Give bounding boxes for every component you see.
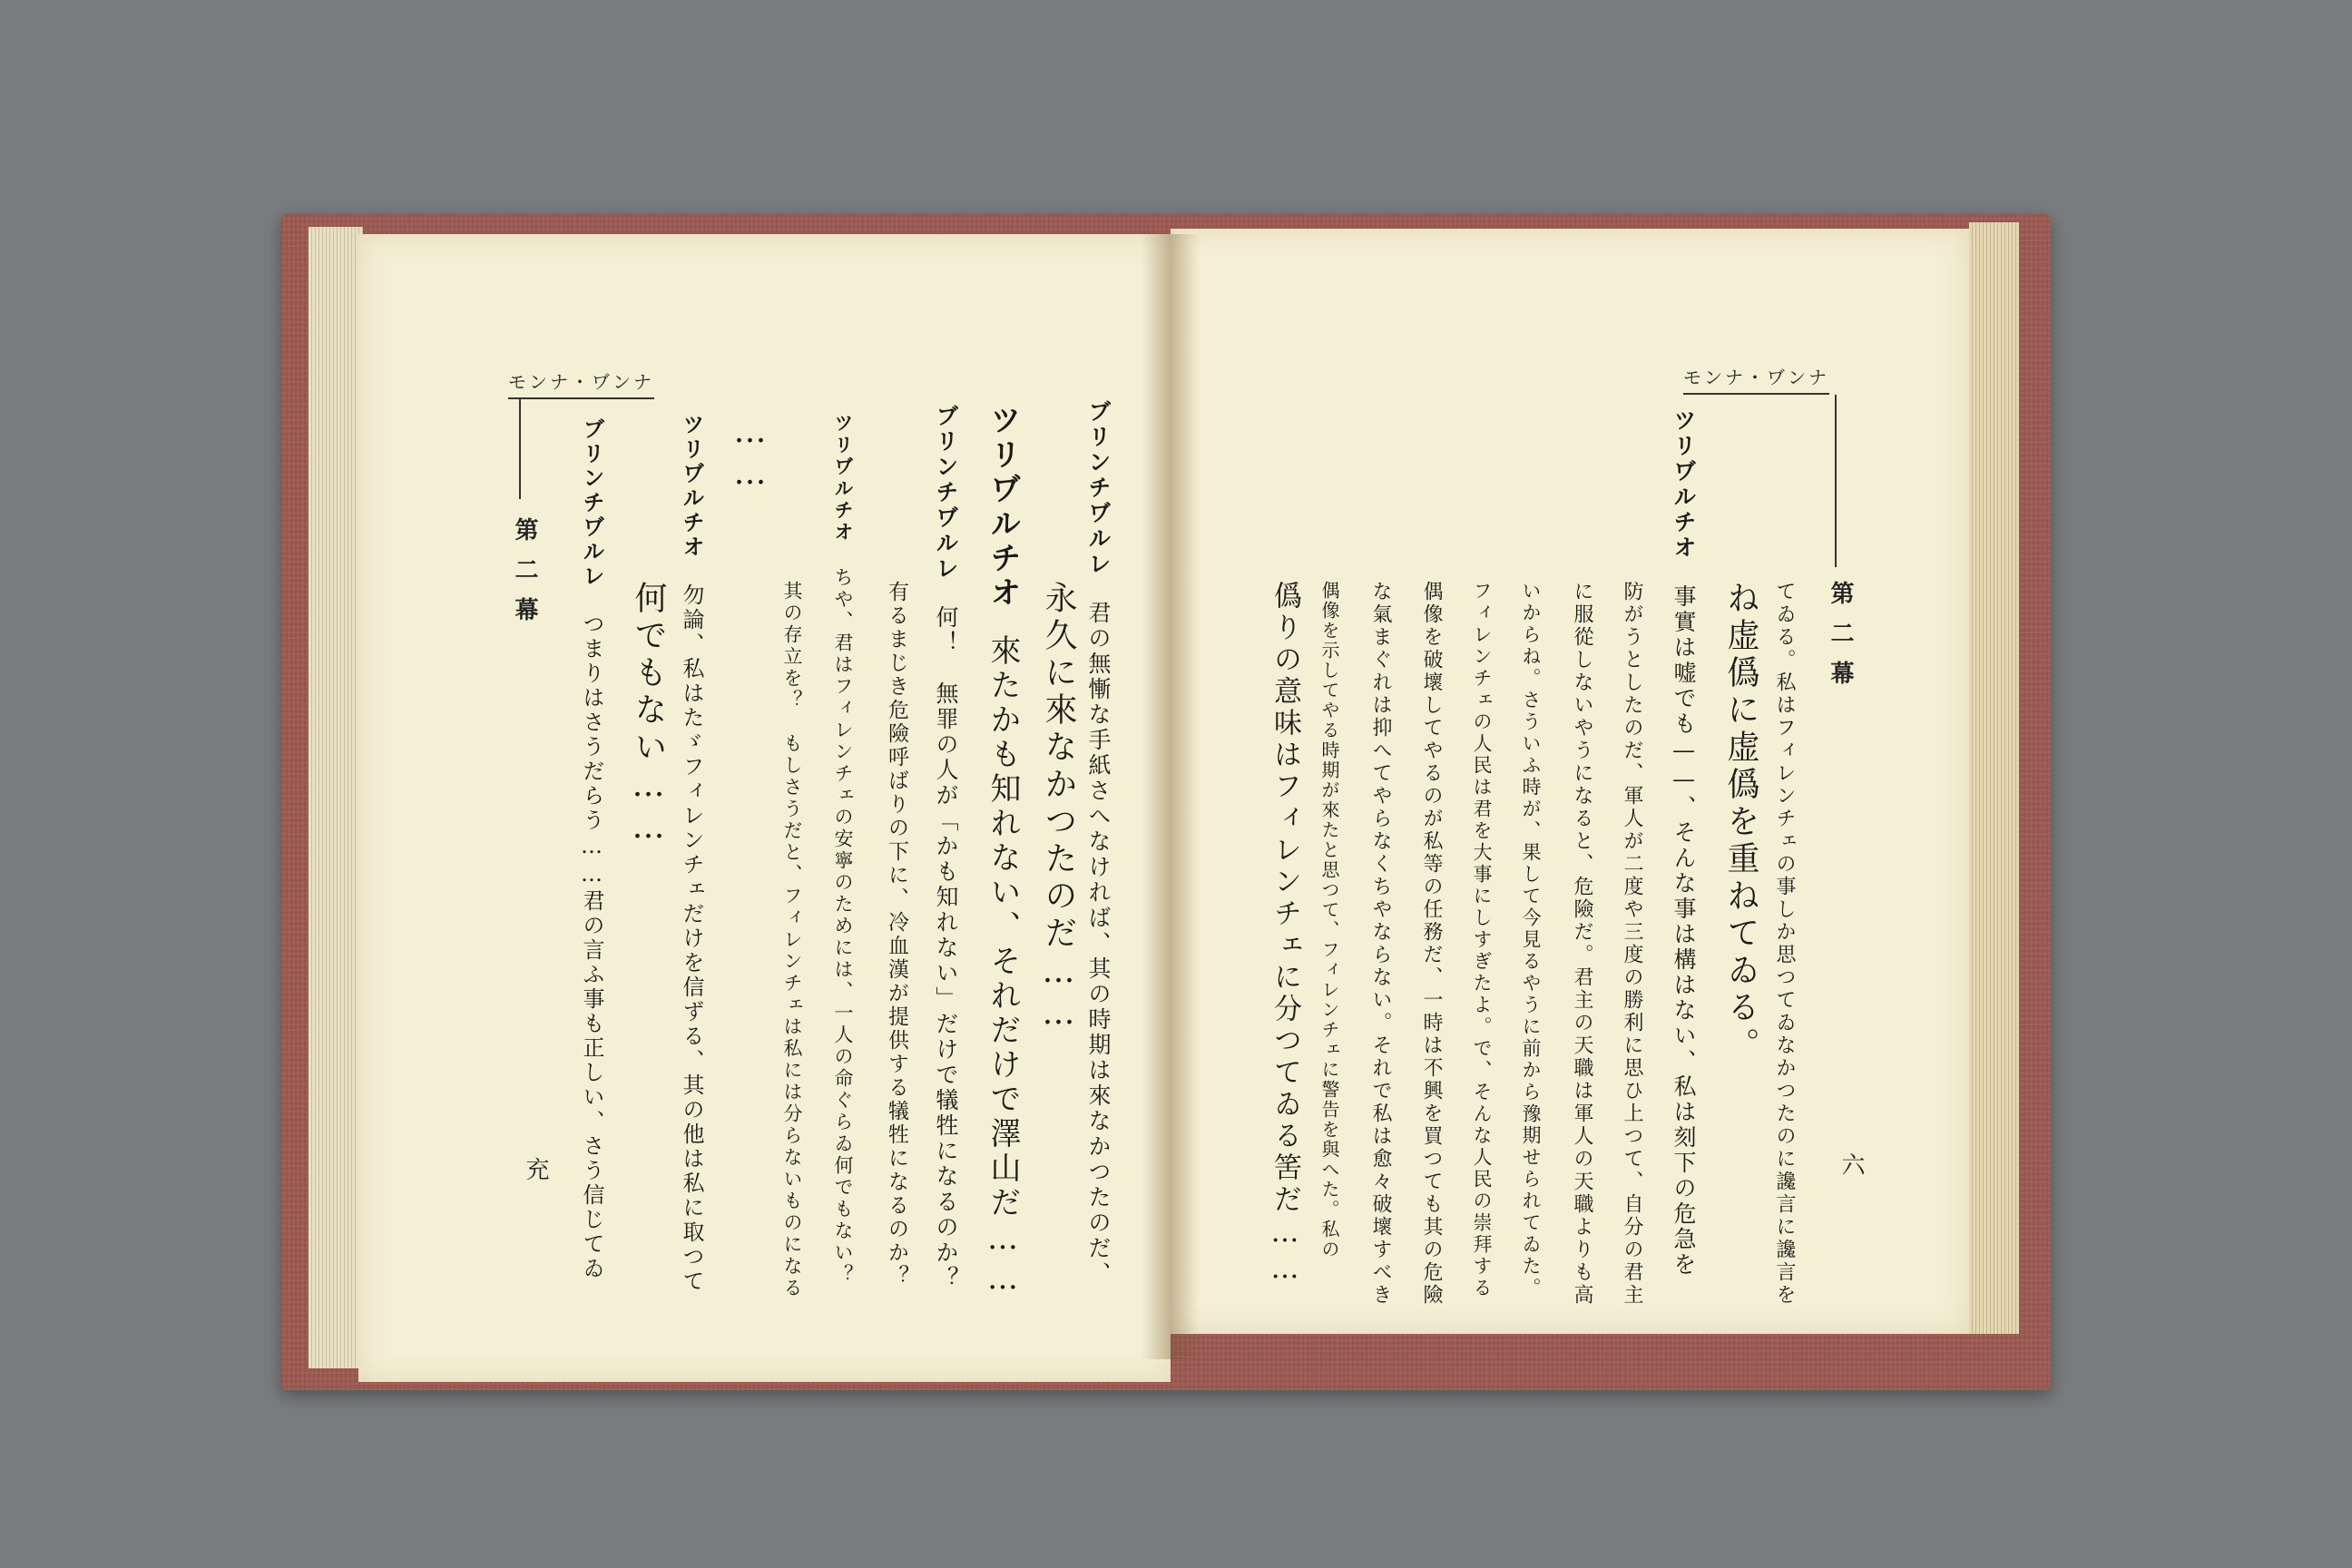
speaker-name: ブリンチヷルレ bbox=[1085, 399, 1112, 577]
line-text: 偶像を破壞してやるのが私等の任務だ、一時は不興を買つても其の危險 bbox=[1420, 581, 1443, 1307]
text-column bbox=[581, 417, 603, 1281]
line-text: 來たかも知れない、それだけで澤山だ…… bbox=[985, 634, 1021, 1300]
line-text: 永久に來なかつたのだ…… bbox=[1040, 581, 1077, 1036]
text-column bbox=[782, 581, 801, 1299]
text-column bbox=[1724, 581, 1757, 1064]
text-column bbox=[1269, 581, 1301, 1289]
line-text: 事實は嘘でも——、そんな事は構はない、私は刻下の危急を bbox=[1671, 584, 1697, 1278]
line-text: …… bbox=[731, 413, 769, 496]
line-text: 防がうとしたのだ、軍人が二度や三度の勝利に思ひ上つて、自分の君主 bbox=[1621, 581, 1643, 1307]
text-column bbox=[1472, 581, 1491, 1299]
speaker-name: ブリンチヷルレ bbox=[933, 404, 959, 582]
left-page-number: 充 bbox=[522, 1157, 549, 1181]
speaker-name: ツリヷルチオ bbox=[832, 413, 854, 544]
text-column bbox=[1087, 399, 1110, 1287]
book-gutter bbox=[1142, 234, 1200, 1359]
text-column bbox=[1774, 581, 1794, 1307]
speaker-name: ブリンチヷルレ bbox=[579, 417, 604, 589]
page-edges-right bbox=[1969, 222, 2019, 1334]
line-text: な氣まぐれは抑へてやらなくちやならない。それで私は愈々破壞すべき bbox=[1369, 581, 1392, 1307]
right-page-number: 六 bbox=[1838, 1152, 1865, 1176]
line-text: ちや、君はフィレンチェの安寧のためには、一人の命ぐらゐ何でもない？ bbox=[832, 567, 854, 1286]
line-text: に服從しないやうになると、危險だ。君主の天職は軍人の天職よりも高 bbox=[1571, 581, 1593, 1307]
line-text: てゐる。私はフィレンチェの事しか思つてゐなかつたのに讒言に讒言を bbox=[1773, 581, 1796, 1307]
speaker-name: ツリヷルチオ bbox=[1671, 408, 1697, 561]
text-column bbox=[833, 413, 852, 1286]
text-column bbox=[1370, 581, 1390, 1307]
text-column bbox=[1421, 581, 1441, 1307]
text-column bbox=[630, 581, 667, 850]
speaker-name: ツリヷルチオ bbox=[679, 413, 704, 560]
text-column bbox=[1572, 581, 1592, 1307]
text-column bbox=[886, 581, 906, 1289]
text-column bbox=[985, 404, 1021, 1300]
text-column bbox=[1320, 581, 1338, 1259]
line-text: いからね。さういふ時が、果して今見るやうに前から豫期せられてゐた。 bbox=[1520, 581, 1542, 1299]
left-act-label: 第二幕 bbox=[511, 517, 538, 637]
line-text: 君の無慚な手紙さへなければ、其の時期は來なかつたのだ、 bbox=[1085, 601, 1112, 1287]
left-header-rule bbox=[519, 399, 521, 499]
line-text: フィレンチェの人民は君を大事にしすぎたよ。で、そんな人民の崇拜する bbox=[1471, 581, 1493, 1299]
line-text: 其の存立を？ もしさうだと、フィレンチェは私には分らないものになる bbox=[781, 581, 803, 1299]
line-text: ね虚僞に虚僞を重ねてゐる。 bbox=[1722, 581, 1759, 1064]
line-text: つまりはさうだらう……君の言ふ事も正しい、さう信じてゐ bbox=[579, 612, 604, 1281]
line-text: 何でもない…… bbox=[630, 581, 667, 850]
speaker-name: ツリヷルチオ bbox=[985, 404, 1021, 611]
text-column bbox=[1521, 581, 1540, 1299]
text-column bbox=[731, 413, 769, 496]
line-text: 有るまじき危險呼ばりの下に、冷血漢が提供する犠牲になるのか？ bbox=[885, 581, 908, 1289]
right-running-header: モンナ・ヷンナ bbox=[1683, 363, 1829, 395]
line-text: 僞りの意味はフィレンチェに分つてゐる筈だ…… bbox=[1269, 581, 1301, 1289]
line-text: 何！ 無罪の人が「かも知れない」だけで犠牲になるのか？ bbox=[933, 605, 959, 1291]
text-column bbox=[935, 404, 957, 1291]
text-column bbox=[681, 413, 702, 1294]
line-text: 勿論、私はたゞフィレンチェだけを信ずる、其の他は私に取つて bbox=[679, 583, 704, 1294]
left-running-header: モンナ・ヷンナ bbox=[508, 368, 654, 399]
page-edges-left bbox=[309, 227, 363, 1368]
line-text: 偶像を示してやる時期が來たと思つて、フィレンチェに警告を與へた。私の bbox=[1318, 581, 1340, 1259]
text-column bbox=[1672, 408, 1695, 1278]
right-act-label: 第二幕 bbox=[1827, 581, 1854, 701]
text-column bbox=[1622, 581, 1642, 1307]
text-column bbox=[1040, 581, 1077, 1036]
right-header-rule bbox=[1835, 395, 1837, 567]
